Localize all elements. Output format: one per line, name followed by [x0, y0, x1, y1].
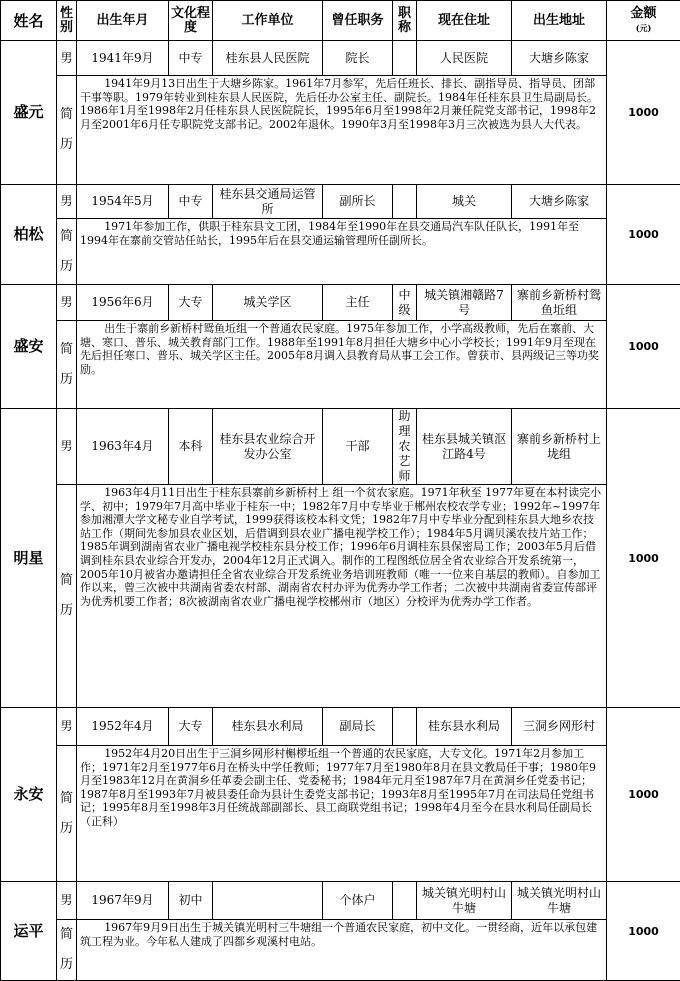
person-birth: 1941年9月 — [77, 41, 169, 76]
person-info-row — [1, 185, 680, 219]
person-birth: 1963年4月 — [77, 409, 169, 485]
person-amount: 1000 — [607, 708, 680, 882]
person-info-row — [1, 41, 680, 76]
person-current-address: 人民医院 — [417, 41, 512, 76]
person-bio-row — [1, 920, 680, 981]
person-amount: 1000 — [607, 409, 680, 708]
person-bio: 1971年参加工作，供职于桂东县文工团，1984年至1990年在县交通局汽车队任队长，1991年至1994年在寨前交管站任站长，1995年后在县交通运输管理所任副所长。 — [77, 219, 607, 285]
person-title: 助理农艺师 — [393, 409, 417, 485]
header-birthplace: 出生地址 — [512, 1, 607, 41]
person-bio: 出生于寨前乡新桥村鸳鱼坵组一个普通农民家庭。1975年参加工作，小学高级教师，先后在寨前、大塘、寒口、普乐、城关教育部门工作。1988年至1991年8月担任大塘乡中心小学校长；1991年9月至现在先后担任寒口、普乐、城关学区主任。2005年8月调入县教育局从事工会工作。曾获市、县两级记三等功奖励。 — [77, 321, 607, 409]
person-workplace — [213, 882, 323, 920]
person-info-row — [1, 882, 680, 920]
person-education: 初中 — [169, 882, 213, 920]
person-gender: 男 — [57, 41, 77, 76]
person-bio-row — [1, 746, 680, 882]
person-bio-row — [1, 76, 680, 185]
person-birthplace: 寨前乡新桥村鸳鱼坵组 — [512, 285, 607, 321]
person-birth: 1967年9月 — [77, 882, 169, 920]
person-bio: 1963年4月11日出生于桂东县寨前乡新桥村上 组一个贫农家庭。1971年秋至 1977年夏在本村读完小学、初中；1979年7月高中毕业于桂东一中；1982年7月中专毕业于郴州农校农学专业；1992年~1997年参加湘潭大学文秘专业自学考试，1999获得该校本科文凭；1982年7月中专毕业分配到桂东县大地乡农技站工作（期间先参加县农业区划，后借调到县农业广播电视学校工作）；1984年5月调贝溪农技片站工作；1985年调到湖南省农业广播电视学校桂东县分校工作；1996年6月调桂东县保密局工作；2003年5月后借调到桂东县农业综合开发办，2004年12月正式调入。制作的工程图纸位居全省农业综合开发系统第一，2005年10月被省办邀请担任全省农业综合开发系统业务培训班教师（唯一一位来自基层的教师）。自参加工作以来，曾三次被中共湖南省委农村部、湖南省农村办评为优秀办学工作者；二次被中共湖南省委宣传部评为优秀机要工作者；8次被湖南省农业广播电视学校郴州市（地区）分校评为优秀办学工作者。 — [77, 485, 607, 708]
person-workplace: 桂东县交通局运管所 — [213, 185, 323, 219]
person-birthplace: 城关镇光明村山牛塘 — [512, 882, 607, 920]
person-birthplace: 大塘乡陈家 — [512, 41, 607, 76]
header-amount-label: 金额 — [630, 6, 656, 21]
person-title — [393, 41, 417, 76]
bio-label: 简历 — [57, 76, 77, 185]
header-birth: 出生年月 — [77, 1, 169, 41]
person-current-address: 城关 — [417, 185, 512, 219]
bio-label: 简历 — [57, 485, 77, 708]
person-workplace: 桂东县人民医院 — [213, 41, 323, 76]
person-amount: 1000 — [607, 185, 680, 285]
person-bio-row — [1, 321, 680, 409]
person-bio: 1952年4月20日出生于三洞乡网形村槲椤坵组一个普通的农民家庭，大专文化。1971年2月参加工作；1971年2月至1977年6月在桥头中学任教师；1977年7月至1980年8月在县文教局任干事；1980年9月至1983年12月在黄洞乡任革委会副主任、党委秘书；1984年元月至1987年7月在黄洞乡任党委书记；1987年8月至1993年7月被县委任命为县计生委党支部书记；1993年8月至1995年7月在司法局任党组书记；1995年8月至1998年3月任统战部副部长、县工商联党组书记；1998年4月至今在县水利局任副局长（正科） — [77, 746, 607, 882]
person-education: 中专 — [169, 185, 213, 219]
bio-label: 简历 — [57, 920, 77, 981]
person-education: 本科 — [169, 409, 213, 485]
header-workplace: 工作单位 — [213, 1, 323, 41]
person-name: 盛元 — [1, 41, 57, 185]
person-info-row — [1, 285, 680, 321]
person-former-post: 副所长 — [323, 185, 393, 219]
person-birthplace: 三洞乡网形村 — [512, 708, 607, 746]
person-birth: 1954年5月 — [77, 185, 169, 219]
person-name: 永安 — [1, 708, 57, 882]
person-gender: 男 — [57, 708, 77, 746]
person-former-post: 副局长 — [323, 708, 393, 746]
person-title — [393, 708, 417, 746]
person-education: 大专 — [169, 708, 213, 746]
person-bio-row — [1, 219, 680, 285]
header-gender: 性别 — [57, 1, 77, 41]
person-workplace: 桂东县水利局 — [213, 708, 323, 746]
person-name: 盛安 — [1, 285, 57, 409]
person-current-address: 城关镇湘赣路7号 — [417, 285, 512, 321]
bio-label: 简历 — [57, 746, 77, 882]
person-name: 明星 — [1, 409, 57, 708]
person-gender: 男 — [57, 409, 77, 485]
person-bio: 1941年9月13日出生于大塘乡陈家。1961年7月参军，先后任班长、排长、副指导员、指导员、团部干事等职。1979年转业到桂东县人民医院，先后任办公室主任、副院长。1984年任桂东县卫生局副局长。1986年1月至1998年2月任桂东县人民医院院长，1995年6月至1998年2月兼任院党支部书记，1998年2月至2001年6月任专职院党支部书记。2002年退休。1990年3月至1998年3月三次被选为县人大代表。 — [77, 76, 607, 185]
person-name: 运平 — [1, 882, 57, 981]
person-current-address: 城关镇光明村山牛塘 — [417, 882, 512, 920]
person-former-post: 院长 — [323, 41, 393, 76]
header-former-post: 曾任职务 — [323, 1, 393, 41]
person-title — [393, 185, 417, 219]
person-gender: 男 — [57, 285, 77, 321]
person-birth: 1952年4月 — [77, 708, 169, 746]
person-amount: 1000 — [607, 41, 680, 185]
person-bio: 1967年9月9日出生于城关镇光明村三牛塘组一个普通农民家庭，初中文化。一贯经商，近年以承包建筑工程为业。今年私人建成了四都乡观溪村电站。 — [77, 920, 607, 981]
person-birthplace: 大塘乡陈家 — [512, 185, 607, 219]
person-amount: 1000 — [607, 882, 680, 981]
person-title — [393, 882, 417, 920]
person-bio-row — [1, 485, 680, 708]
header-current-address: 现在住址 — [417, 1, 512, 41]
person-current-address: 桂东县城关镇沤江路4号 — [417, 409, 512, 485]
header-amount — [607, 1, 680, 41]
person-former-post: 干部 — [323, 409, 393, 485]
bio-label: 简历 — [57, 321, 77, 409]
person-former-post: 主任 — [323, 285, 393, 321]
person-amount: 1000 — [607, 285, 680, 409]
person-info-row — [1, 708, 680, 746]
header-row — [1, 1, 680, 41]
person-birth: 1956年6月 — [77, 285, 169, 321]
person-workplace: 城关学区 — [213, 285, 323, 321]
person-education: 大专 — [169, 285, 213, 321]
person-current-address: 桂东县水利局 — [417, 708, 512, 746]
header-name: 姓名 — [1, 1, 57, 41]
header-amount-unit: (元) — [636, 23, 652, 33]
person-workplace: 桂东县农业综合开发办公室 — [213, 409, 323, 485]
person-birthplace: 寨前乡新桥村上垅组 — [512, 409, 607, 485]
person-education: 中专 — [169, 41, 213, 76]
person-info-row — [1, 409, 680, 485]
person-title: 中级 — [393, 285, 417, 321]
person-former-post: 个体户 — [323, 882, 393, 920]
person-gender: 男 — [57, 185, 77, 219]
bio-label: 简历 — [57, 219, 77, 285]
person-gender: 男 — [57, 882, 77, 920]
header-title: 职称 — [393, 1, 417, 41]
person-name: 柏松 — [1, 185, 57, 285]
header-education: 文化程度 — [169, 1, 213, 41]
